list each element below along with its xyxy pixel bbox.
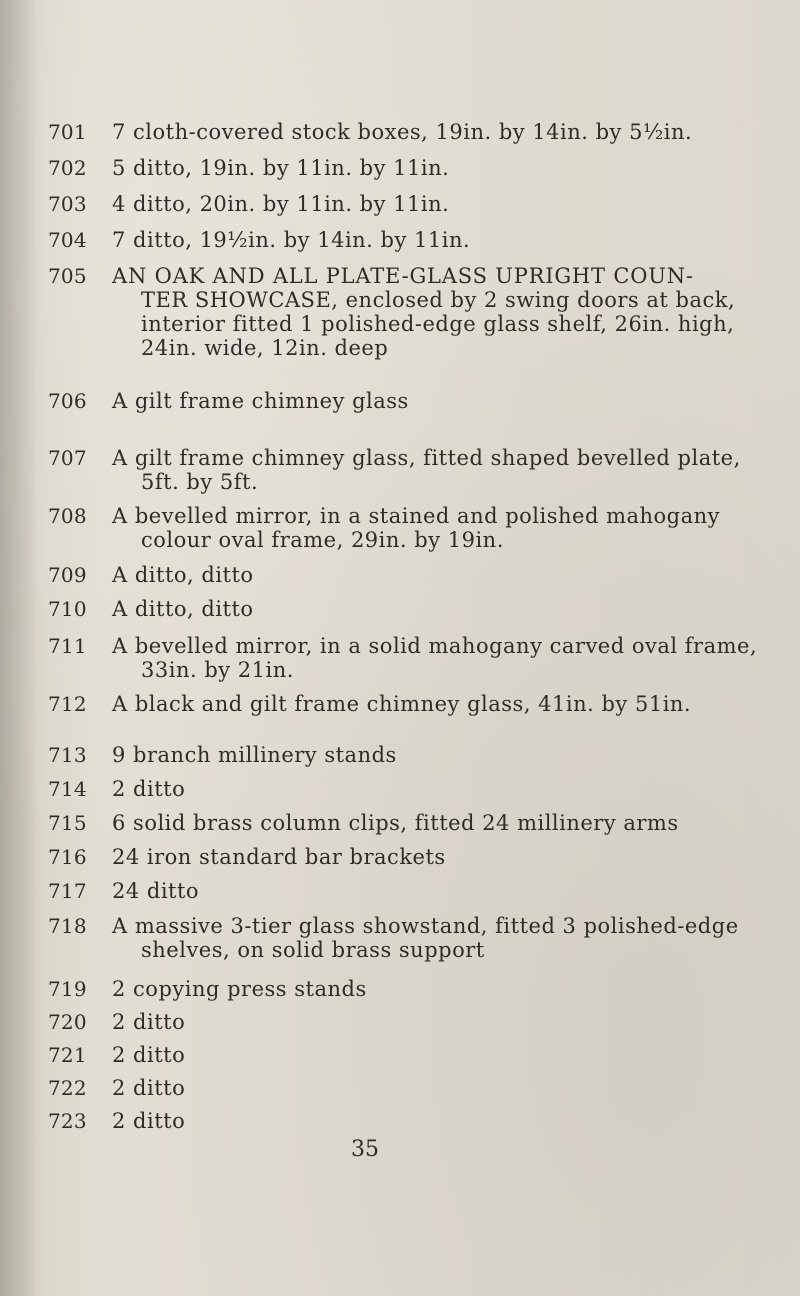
lot-number: 716 [48,845,87,869]
lot-number: 702 [48,156,87,180]
lot-number: 719 [48,977,87,1001]
lot-number: 715 [48,811,87,835]
description-line: 2 ditto [112,1043,186,1067]
lot-number: 701 [48,120,87,144]
lot-number: 705 [48,264,87,288]
description-line: 5ft. by 5ft. [141,470,259,494]
description-line: 2 ditto [112,1109,186,1133]
lot-description [112,914,762,962]
description-line: shelves, on solid brass support [141,938,485,962]
lot-description [112,1076,762,1100]
lot-description [112,1109,762,1133]
lot-number: 707 [48,446,87,470]
lot-number: 703 [48,192,87,216]
lot-description [112,597,762,621]
description-line: 5 ditto, 19in. by 11in. by 11in. [112,156,450,180]
description-line: 24in. wide, 12in. deep [141,336,389,360]
description-line: TER SHOWCASE, enclosed by 2 swing doors at back, [141,288,736,312]
lot-description [112,845,762,869]
lot-description [112,1043,762,1067]
lot-description [112,692,762,716]
description-line: 2 ditto [112,1076,186,1100]
lot-description [112,563,762,587]
description-line: A bevelled mirror, in a stained and polished mahogany [112,504,721,528]
description-line: AN OAK AND ALL PLATE-GLASS UPRIGHT COUN- [112,264,694,288]
lot-number: 721 [48,1043,87,1067]
lot-description [112,777,762,801]
lot-number: 722 [48,1076,87,1100]
lot-number: 706 [48,389,87,413]
lot-number: 717 [48,879,87,903]
lot-number: 704 [48,228,87,252]
description-line: 2 copying press stands [112,977,367,1001]
lot-number: 718 [48,914,87,938]
description-line: A gilt frame chimney glass [112,389,409,413]
lot-description [112,120,762,144]
description-line: colour oval frame, 29in. by 19in. [141,528,504,552]
description-line: A gilt frame chimney glass, fitted shaped bevelled plate, [112,446,741,470]
description-line: 7 cloth-covered stock boxes, 19in. by 14in. by 5½in. [112,120,693,144]
lot-number: 710 [48,597,87,621]
lot-description [112,446,762,494]
description-line: A bevelled mirror, in a solid mahogany carved oval frame, [112,634,758,658]
description-line: 33in. by 21in. [141,658,294,682]
lot-description [112,228,762,252]
lot-number: 708 [48,504,87,528]
lot-number: 720 [48,1010,87,1034]
lot-number: 723 [48,1109,87,1133]
description-line: A ditto, ditto [112,563,254,587]
lot-number: 709 [48,563,87,587]
description-line: 24 ditto [112,879,200,903]
description-line: 2 ditto [112,777,186,801]
description-line: A massive 3-tier glass showstand, fitted 3 polished-edge [112,914,739,938]
lot-description [112,192,762,216]
description-line: 6 solid brass column clips, fitted 24 millinery arms [112,811,679,835]
description-line: interior fitted 1 polished-edge glass shelf, 26in. high, [141,312,735,336]
page-number: 35 [351,1137,379,1162]
lot-description [112,389,762,413]
lot-description [112,743,762,767]
lot-number: 713 [48,743,87,767]
description-line: A ditto, ditto [112,597,254,621]
lot-description [112,634,762,682]
lot-number: 711 [48,634,87,658]
lot-description [112,977,762,1001]
description-line: 4 ditto, 20in. by 11in. by 11in. [112,192,450,216]
description-line: 9 branch millinery stands [112,743,397,767]
lot-number: 714 [48,777,87,801]
lot-description [112,1010,762,1034]
lot-description [112,879,762,903]
description-line: 24 iron standard bar brackets [112,845,446,869]
description-line: 2 ditto [112,1010,186,1034]
page-edge-shadow [0,0,36,1296]
lot-number: 712 [48,692,87,716]
description-line: A black and gilt frame chimney glass, 41in. by 51in. [112,692,692,716]
lot-description [112,811,762,835]
lot-description [112,156,762,180]
lot-description [112,264,762,360]
lot-description [112,504,762,552]
description-line: 7 ditto, 19½in. by 14in. by 11in. [112,228,471,252]
